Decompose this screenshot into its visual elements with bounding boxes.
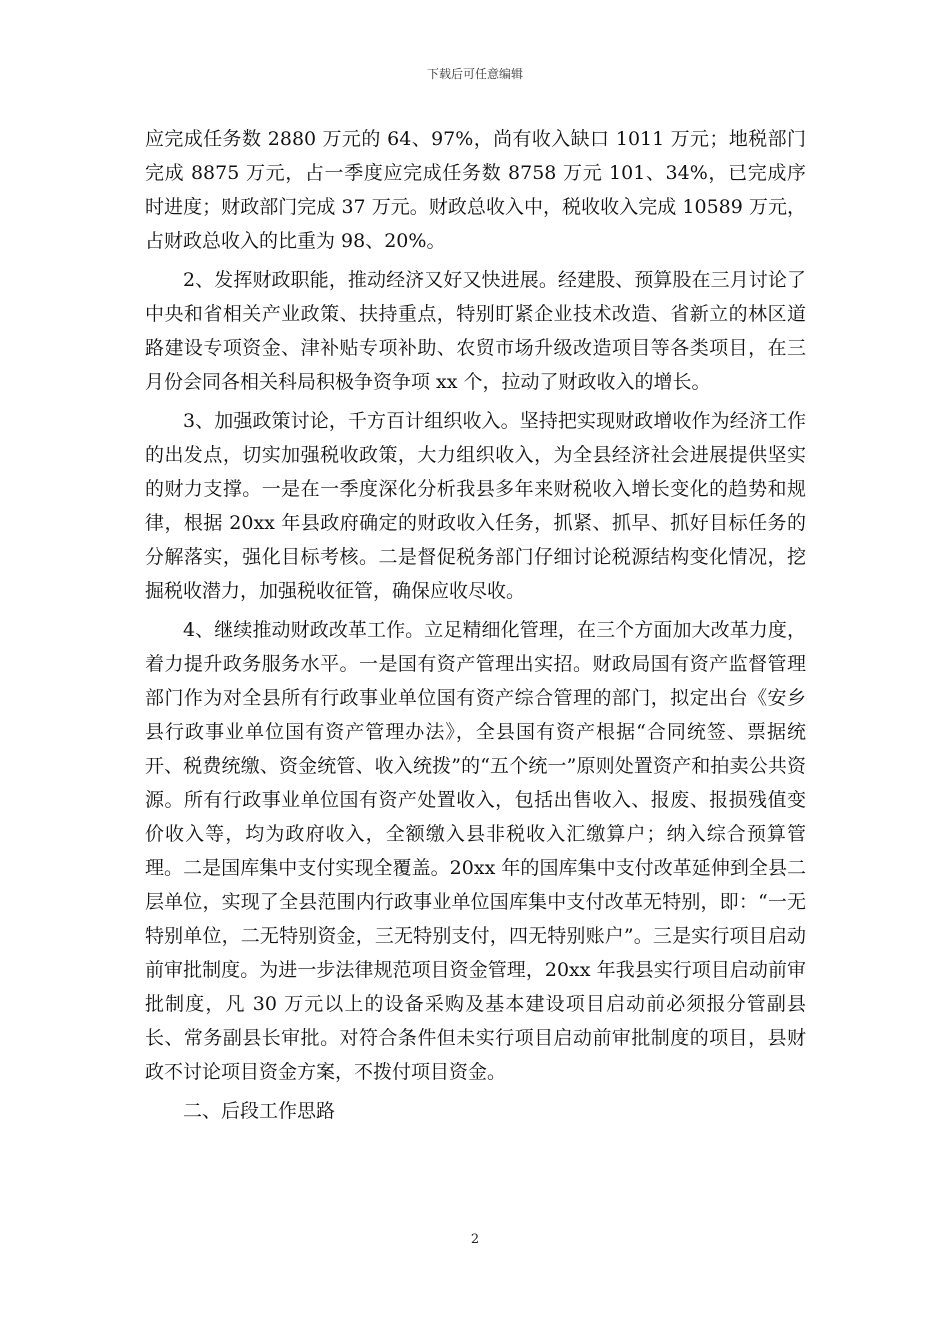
page-number: 2 [470,1232,480,1247]
section-heading: 二、后段工作思路 [183,1100,336,1122]
paragraph-item-4: 4、继续推动财政改革工作。立足精细化管理，在三个方面加大改革力度，着力提升政务服务水平。一是国有资产管理出实招。财政局国有资产监督管理部门作为对全县所有行政事业单位国有资产综合管理的部门，拟定出台《安乡县行政事业单位国有资产管理办法》，全县国有资产根据“合同统签、票据统开、税费统缴、资金统管、收入统拨”的“五个统一”原则处置资产和拍卖公共资源。所有行政事业单位国有资产处置收入，包括出售收入、报废、报损残值变价收入等，均为政府收入，全额缴入县非税收入汇缴算户；纳入综合预算管理。二是国库集中支付实现全覆盖。20xx 年的国库集中支付改革延伸到全县二层单位，实现了全县范围内行政事业单位国库集中支付改革无特别，即：“一无特别单位，二无特别资金，三无特别支付，四无特别账户”。三是实行项目启动前审批制度。为进一步法律规范项目资金管理，20xx 年我县实行项目启动前审批制度，凡 30 万元以上的设备采购及基本建设项目启动前必须报分管副县长、常务副县长审批。对符合条件但未实行项目启动前审批制度的项目，县财政不讨论项目资金方案，不拨付项目资金。 [145,619,806,1083]
document-body [145,122,806,1128]
paragraph-item-2: 2、发挥财政职能，推动经济又好又快进展。经建股、预算股在三月讨论了中央和省相关产业政策、扶持重点，特别盯紧企业技术改造、省新立的林区道路建设专项资金、津补贴专项补助、农贸市场升级改造项目等各类项目，在三月份会同各相关科局积极争资争项 xx 个，拉动了财政收入的增长。 [145,269,806,393]
paragraph-item-3: 3、加强政策讨论，千方百计组织收入。坚持把实现财政增收作为经济工作的出发点，切实加强税收政策，大力组织收入，为全县经济社会进展提供坚实的财力支撑。一是在一季度深化分析我县多年来财税收入增长变化的趋势和规律，根据 20xx 年县政府确定的财政收入任务，抓紧、抓早、抓好目标任务的分解落实，强化目标考核。二是督促税务部门仔细讨论税源结构变化情况，挖掘税收潜力，加强税收征管，确保应收尽收。 [145,410,806,602]
page-header: 下载后可任意编辑 [426,67,523,81]
paragraph-continued: 应完成任务数 2880 万元的 64、97%，尚有收入缺口 1011 万元；地税部门完成 8875 万元，占一季度应完成任务数 8758 万元 101、34%，已完成序时进度；财政部门完成 37 万元。财政总收入中，税收收入完成 10589 万元，占财政总收入的比重为 98、20%。 [145,128,806,252]
